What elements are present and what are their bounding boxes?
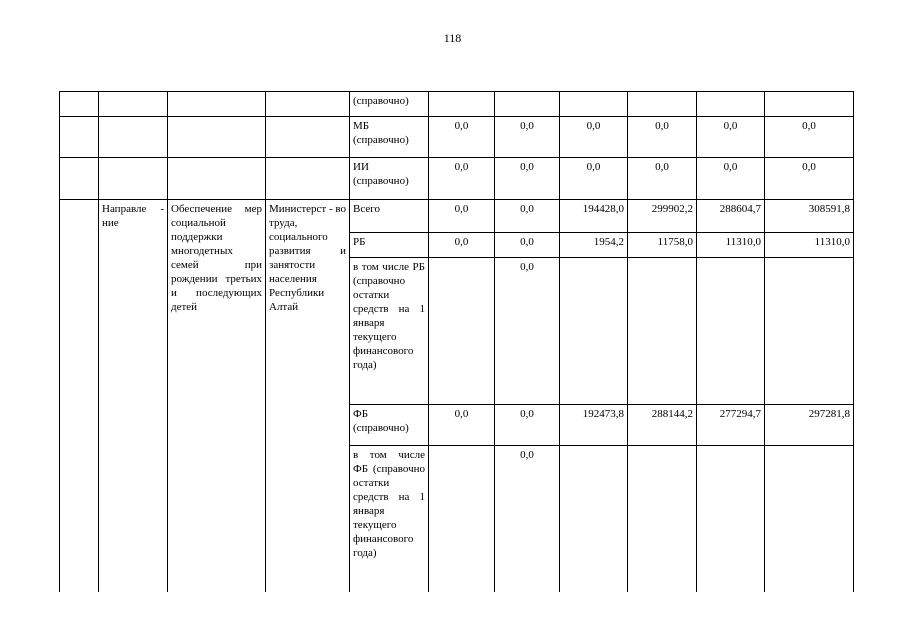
source-cell: ФБ (справочно) — [350, 405, 429, 446]
value-cell: 0,0 — [765, 117, 854, 158]
value-cell: 11310,0 — [697, 233, 765, 258]
value-cell: 0,0 — [495, 258, 560, 405]
table-row — [60, 200, 854, 233]
value-cell: 192473,8 — [560, 405, 628, 446]
source-cell: (справочно) — [350, 92, 429, 117]
executor-cell: Министерст - во труда, социального развития и занятости населения Республики Алтай — [266, 200, 350, 592]
source-cell: РБ — [350, 233, 429, 258]
value-cell: 299902,2 — [628, 200, 697, 233]
budget-table — [59, 91, 854, 592]
value-cell: 0,0 — [560, 158, 628, 200]
value-cell — [765, 258, 854, 405]
table-row — [60, 158, 854, 200]
source-cell: ИИ (справочно) — [350, 158, 429, 200]
value-cell: 288604,7 — [697, 200, 765, 233]
value-cell: 0,0 — [429, 405, 495, 446]
value-cell: 11310,0 — [765, 233, 854, 258]
value-cell: 0,0 — [628, 117, 697, 158]
value-cell: 288144,2 — [628, 405, 697, 446]
table-row — [60, 92, 854, 117]
value-cell — [765, 446, 854, 592]
page-number: 118 — [443, 31, 462, 45]
value-cell: 0,0 — [429, 117, 495, 158]
value-cell: 297281,8 — [765, 405, 854, 446]
value-cell: 0,0 — [697, 158, 765, 200]
value-cell — [429, 258, 495, 405]
value-cell — [628, 258, 697, 405]
value-cell: 0,0 — [495, 446, 560, 592]
value-cell: 0,0 — [495, 405, 560, 446]
source-cell: в том числе РБ (справочно остатки средств на 1 января текущего финансового года) — [350, 258, 429, 405]
name-cell — [168, 92, 266, 117]
value-cell: 277294,7 — [697, 405, 765, 446]
value-cell — [560, 258, 628, 405]
value-cell: 0,0 — [628, 158, 697, 200]
type-cell: Направле - ние — [99, 200, 168, 592]
name-cell: Обеспечение мер социальной поддержки многодетных семей при рождении третьих и последующих детей — [168, 200, 266, 592]
value-cell: 0,0 — [495, 200, 560, 233]
value-cell — [429, 446, 495, 592]
value-cell: 0,0 — [429, 158, 495, 200]
value-cell: 1954,2 — [560, 233, 628, 258]
executor-cell — [266, 92, 350, 117]
value-cell: 308591,8 — [765, 200, 854, 233]
table-row — [60, 117, 854, 158]
value-cell: 0,0 — [495, 117, 560, 158]
source-cell: в том числе ФБ (справочно остатки средств на 1 января текущего финансового года) — [350, 446, 429, 592]
value-cell — [697, 446, 765, 592]
source-cell: МБ (справочно) — [350, 117, 429, 158]
value-cell — [628, 446, 697, 592]
value-cell: 0,0 — [495, 158, 560, 200]
value-cell — [560, 446, 628, 592]
value-cell: 0,0 — [429, 233, 495, 258]
value-cell: 194428,0 — [560, 200, 628, 233]
value-cell: 0,0 — [765, 158, 854, 200]
row-number-cell — [60, 200, 99, 592]
value-cell: 0,0 — [560, 117, 628, 158]
type-cell — [99, 92, 168, 117]
value-cell: 0,0 — [495, 233, 560, 258]
value-cell — [697, 258, 765, 405]
row-number-cell — [60, 92, 99, 117]
value-cell: 11758,0 — [628, 233, 697, 258]
value-cell: 0,0 — [697, 117, 765, 158]
value-cell: 0,0 — [429, 200, 495, 233]
source-cell: Всего — [350, 200, 429, 233]
